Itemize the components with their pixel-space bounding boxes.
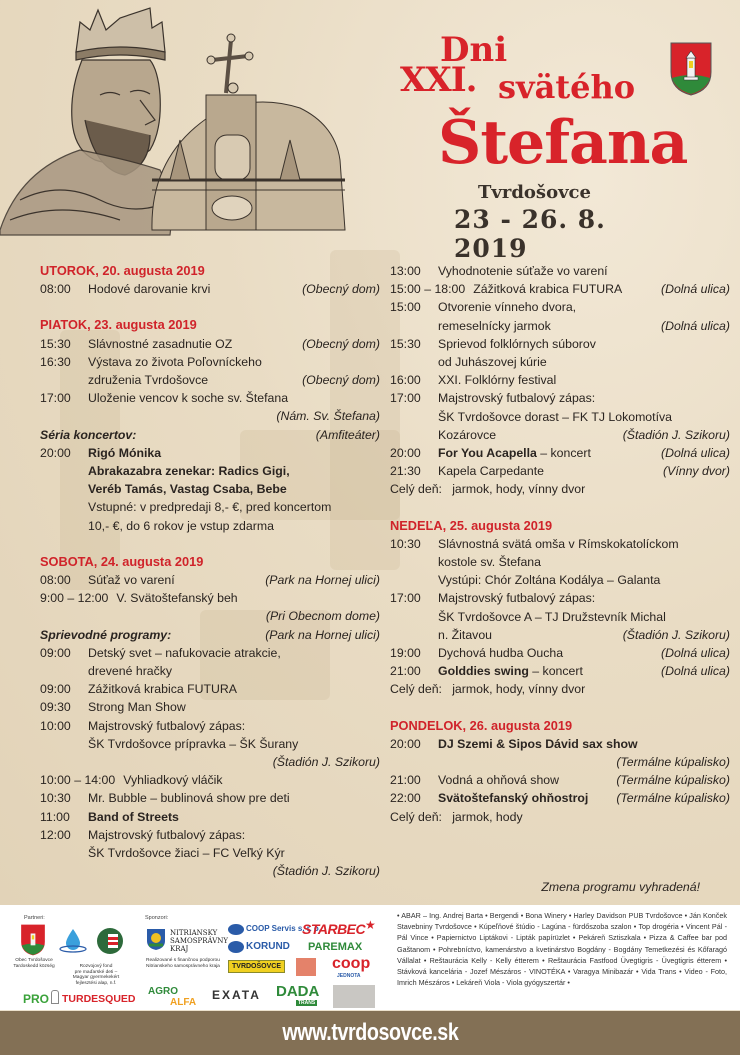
event-time: 16:00 (390, 373, 421, 388)
event-location: (Park na Hornej ulici) (265, 627, 380, 642)
caption-line: fejlesztési alap, n.f. (75, 980, 117, 986)
title-stefana: Štefana (438, 108, 688, 178)
star-icon: ★ (365, 918, 376, 932)
nitra-caption (146, 958, 236, 969)
footer-bar (0, 1011, 740, 1055)
dada-trans-logo: TRANS (298, 1000, 316, 1006)
event-time: 22:00 (390, 791, 421, 806)
event-row (40, 280, 380, 298)
event-location: (Termálne kúpalisko) (616, 791, 730, 806)
caption-line: Nitrianskeho samosprávneho kraja (146, 963, 220, 969)
performer: Svätoštefanský ohňostroj (438, 791, 589, 806)
event-row-continued (390, 753, 730, 771)
event-time: 10:30 (390, 536, 421, 551)
partner-caption (12, 958, 56, 969)
event-text: Zážitková krabica FUTURA (473, 282, 623, 297)
event-row (390, 771, 730, 789)
coop-jednota-sub: JEDNOTA (337, 973, 361, 979)
nitra-line: SAMOSPRÁVNY (170, 937, 229, 946)
event-location: (Nám. Sv. Štefana) (276, 409, 380, 424)
event-location: (Park na Hornej ulici) (265, 573, 380, 588)
event-text: Band of Streets (88, 809, 179, 824)
event-time: 13:00 (390, 264, 421, 278)
event-text: ŠK Tvrdošovce A – TJ Družstevník Michal (438, 609, 666, 624)
event-time: 21:00 (390, 664, 421, 679)
event-time: 20:00 (40, 445, 71, 460)
event-location: (Vínny dvor) (663, 464, 730, 479)
event-text: Vystúpi: Chór Zoltána Kodálya – Galanta (438, 573, 661, 588)
day-heading-monday: PONDELOK, 26. augusta 2019 (390, 717, 573, 733)
event-location: (Dolná ulica) (660, 318, 730, 333)
event-location: (Dolná ulica) (660, 446, 730, 461)
caption-line: Rozvojový fond (79, 964, 113, 969)
event-row (390, 789, 730, 807)
all-day-note: Celý deň: jarmok, hody (390, 809, 523, 824)
event-row (390, 644, 730, 662)
day-heading-saturday: SOBOTA, 24. augusta 2019 (40, 553, 204, 569)
event-time: 10:00 (40, 718, 71, 733)
event-time: 21:30 (390, 464, 421, 479)
performer: DJ Szemi & Sipos Dávid sax show (438, 736, 638, 751)
event-text: drevené hračky (88, 664, 173, 679)
event-text: XXI. Folklórny festival (438, 373, 557, 388)
program-right-column (390, 262, 730, 896)
performer: Golddies swing (438, 664, 529, 679)
title-svateho: svätého (498, 68, 636, 106)
accompanying-label: Sprievodné programy: (40, 627, 172, 642)
website-link[interactable]: www.tvrdosovce.sk (281, 1019, 459, 1046)
event-time: 10:30 (40, 791, 71, 806)
event-row (390, 389, 730, 407)
agro-alfa-logo: AGRO (148, 986, 178, 997)
event-text: Mr. Bubble – bublinová show pre deti (88, 791, 290, 806)
caption-line: Tardoskedd község (13, 963, 55, 969)
partners-label: Partneri: (24, 915, 45, 921)
dada-logo: DADA (276, 983, 320, 1000)
starbec-logo: STARBEC (302, 921, 366, 937)
event-text: Strong Man Show (88, 700, 186, 715)
event-location: (Štadión J. Szikoru) (272, 864, 380, 879)
event-time: 08:00 (40, 282, 71, 297)
event-time: 9:00 – 12:00 (40, 591, 109, 606)
event-row (390, 280, 730, 298)
day-heading-friday: PIATOK, 23. augusta 2019 (40, 317, 197, 333)
event-time: 20:00 (390, 736, 421, 751)
event-time: 09:30 (40, 700, 71, 715)
event-time: 15:30 (390, 336, 421, 351)
event-time: 15:00 – 18:00 (390, 282, 466, 297)
nitra-region-name (170, 929, 228, 954)
event-row (40, 571, 380, 589)
event-row (40, 698, 380, 716)
caption-line: Obec Tvrdošovce (15, 958, 53, 963)
event-location: (Dolná ulica) (660, 646, 730, 661)
event-location: (Termálne kúpalisko) (616, 755, 730, 770)
event-location: (Štadión J. Szikoru) (622, 627, 730, 642)
tvrdosovce-logo: TVRDOŠOVCE (228, 960, 285, 973)
event-row (40, 680, 380, 698)
event-text: Detský svet – nafukovacie atrakcie, (88, 645, 281, 660)
event-text: Súťaž vo varení (88, 573, 175, 588)
program-left-column (40, 262, 380, 881)
event-location: (Dolná ulica) (660, 664, 730, 679)
event-row (390, 462, 730, 480)
event-time: 17:00 (390, 391, 421, 406)
event-text: kostole sv. Štefana (438, 555, 541, 570)
event-time: 16:30 (40, 354, 71, 369)
nitra-line: KRAJ (170, 945, 189, 954)
event-location: (Obecný dom) (302, 373, 380, 388)
concert-series-label: Séria koncertov: (40, 427, 137, 442)
caption-line: Magyar gyermekekért (72, 975, 120, 981)
business-sponsors-list: • ABAR – Ing. Andrej Barta • Bergendi • Bona Winery • Harley Davidson PUB Tvrdošovce • Ján Konček Stavebniny Tvrdošovce • Kúpeľňové štúdio - Lagúna - fürdőszoba szalon • Top drogéria • Vincent Pál - Pál Vince • Papiernictvo Liptákovi - Lipták papírüzlet • Pekáreň Sztiszkala • Pizza & Caffee bar pod Gaštanom • Pohrebníctvo, kamenárstvo a kvetinárstvo Bogdány - Bogdány Temetkezési és Kőfaragó Vállalat • Reštaurácia Kelly - Kelly étterem • Reštaurácia Fastfood Üvegtigris - Üvegtigris étterem • Stávková kancelária - Jozef Mészáros - VINOTÉKA • Varagya Minibazár • Vida Trans • Video - Foto, Imrich Mészáros • Lekáreň Viola - Viola gyógyszertár • (397, 911, 727, 988)
event-text: Slávnostné zasadnutie OZ (88, 336, 233, 351)
event-row (40, 353, 380, 371)
event-row-continued (40, 607, 380, 625)
coat-of-arms-icon (670, 42, 712, 96)
coop-servis-icon (228, 924, 244, 935)
event-row (40, 389, 380, 407)
korund-logo: KORUND (246, 941, 290, 952)
event-text: Slávnostná svätá omša v Rímskokatolíckom (438, 536, 679, 551)
event-row (40, 717, 380, 735)
event-row (390, 298, 730, 316)
event-text: Uloženie vencov k soche sv. Štefana (88, 391, 289, 406)
event-row (40, 589, 380, 607)
event-text: n. Žitavou (438, 627, 492, 642)
event-text: Výstava zo života Poľovníckeho (88, 354, 262, 369)
event-row (40, 335, 380, 353)
event-location: (Termálne kúpalisko) (616, 773, 730, 788)
event-row (390, 335, 730, 353)
event-text: remeselnícky jarmok (438, 318, 551, 333)
event-row-continued (390, 626, 730, 644)
event-text: – koncert (528, 664, 583, 679)
event-text: Kozárovce (438, 427, 497, 442)
sponsors-strip (0, 905, 740, 1010)
pro-turdesqued-pro: PRO (23, 992, 50, 1006)
program-change-note: Zmena programu vyhradená! (541, 879, 700, 894)
event-text: Kapela Carpedante (438, 464, 544, 479)
caption-line: pre maďarské deti – (74, 969, 118, 975)
festival-dates: 23 - 26. 8. 2019 (454, 205, 606, 263)
sponsors-label: Sponzori: (145, 915, 169, 921)
water-drop-logo-icon (58, 927, 88, 955)
event-location: (Dolná ulica) (660, 282, 730, 297)
event-text: Majstrovský futbalový zápas: (438, 391, 596, 406)
event-row-continued (40, 371, 380, 389)
event-time: 10:00 – 14:00 (40, 773, 116, 788)
event-text: Sprievod folklórnych súborov (438, 336, 596, 351)
korund-icon (228, 941, 244, 953)
saint-stephen-illustration (0, 0, 370, 250)
event-location: (Štadión J. Szikoru) (622, 427, 730, 442)
event-row-continued (40, 753, 380, 771)
performer: Veréb Tamás, Vastag Csaba, Bebe (88, 482, 287, 497)
event-text: Vodná a ohňová show (438, 773, 560, 788)
event-row-continued (390, 426, 730, 444)
performer: Rigó Mónika (88, 445, 162, 460)
event-text: V. Svätoštefanský beh (116, 591, 238, 606)
event-time: 09:00 (40, 645, 71, 660)
town-name: Tvrdošovce (478, 182, 591, 203)
event-time: 15:30 (40, 336, 71, 351)
event-location: (Štadión J. Szikoru) (272, 755, 380, 770)
event-text: – koncert (536, 446, 591, 461)
pro-turdesqued-name: TURDESQUED (62, 993, 136, 1005)
coop-jednota-logo: coop (332, 955, 371, 972)
all-day-note: Celý deň: jarmok, hody, vínny dvor (390, 482, 586, 497)
event-text: Dychová hudba Oucha (438, 646, 564, 661)
event-row (390, 535, 730, 553)
event-text: Otvorenie vínneho dvora, (438, 300, 577, 315)
ticket-info: Vstupné: v predpredaji 8,- €, pred koncertom (88, 500, 332, 515)
hungarian-fund-logo-icon (96, 927, 124, 955)
day-heading-tuesday: UTOROK, 20. augusta 2019 (40, 263, 205, 278)
event-row (390, 262, 730, 280)
map-logo-icon (333, 985, 375, 1008)
event-time: 20:00 (390, 446, 421, 461)
partner-coat-of-arms-icon (20, 924, 46, 956)
nitra-line: NITRIANSKY (170, 929, 218, 937)
event-time: 17:00 (390, 591, 421, 606)
event-row (390, 662, 730, 680)
event-row (390, 444, 730, 462)
event-time: 19:00 (390, 646, 421, 661)
caption-line: Realizované s finančnou podporou (146, 958, 220, 963)
event-text: Zážitková krabica FUTURA (88, 682, 237, 697)
nitra-region-logo-icon (146, 928, 166, 951)
paremax-logo: PAREMAX (308, 941, 363, 953)
event-row (40, 444, 380, 462)
title-edition: XXI. (400, 60, 477, 100)
event-row (40, 644, 380, 662)
event-text: Vyhliadkový vláčik (123, 773, 223, 788)
agro-alfa-logo-2: ALFA (170, 997, 197, 1008)
event-row-continued (40, 407, 380, 425)
event-time: 15:00 (390, 300, 421, 315)
event-row (40, 808, 380, 826)
event-text: Majstrovský futbalový zápas: (438, 591, 596, 606)
partner-caption (66, 964, 126, 986)
event-row (390, 735, 730, 753)
exata-logo: EXATA (212, 988, 261, 1002)
event-row-continued (40, 862, 380, 880)
event-text: ŠK Tvrdošovce dorast – FK TJ Lokomotíva (438, 409, 672, 424)
event-text: Majstrovský futbalový zápas: (88, 718, 246, 733)
event-row (40, 771, 380, 789)
event-text: ŠK Tvrdošovce prípravka – ŠK Šurany (88, 736, 299, 751)
ticket-info: 10,- €, do 6 rokov je vstup zdarma (88, 518, 274, 533)
event-time: 12:00 (40, 827, 71, 842)
performer: Abrakazabra zenekar: Radics Gigi, (88, 464, 290, 479)
title-dni: Dni (440, 30, 508, 70)
event-time: 21:00 (390, 773, 421, 788)
event-text: združenia Tvrdošovce (88, 373, 209, 388)
event-row (40, 826, 380, 844)
event-time: 11:00 (40, 809, 70, 824)
event-row-continued (390, 317, 730, 335)
concert-series-row (40, 426, 380, 444)
event-row (390, 371, 730, 389)
event-location: (Amfiteáter) (315, 427, 380, 442)
event-text: Hodové darovanie krvi (88, 282, 211, 297)
day-heading-sunday: NEDEĽA, 25. augusta 2019 (390, 517, 553, 533)
event-location: (Obecný dom) (302, 282, 380, 297)
kovo-logo-icon (296, 958, 316, 976)
event-text: Vyhodnotenie súťaže vo varení (438, 264, 608, 278)
event-text: Majstrovský futbalový zápas: (88, 827, 246, 842)
event-text: ŠK Tvrdošovce žiaci – FC Veľký Kýr (88, 846, 285, 861)
event-row (390, 589, 730, 607)
performer: For You Acapella (438, 446, 537, 461)
event-row (40, 789, 380, 807)
event-time: 08:00 (40, 573, 71, 588)
pro-turdesqued-icon (51, 990, 59, 1004)
event-time: 09:00 (40, 682, 71, 697)
accompanying-row (40, 626, 380, 644)
event-time: 17:00 (40, 391, 71, 406)
coop-servis-logo: COOP Servis s. r. o. (246, 924, 321, 933)
event-location: (Obecný dom) (302, 336, 380, 351)
all-day-note: Celý deň: jarmok, hody, vínny dvor (390, 682, 586, 697)
festival-title (400, 22, 688, 263)
event-location: (Pri Obecnom dome) (265, 609, 380, 624)
event-text: od Juhászovej kúrie (438, 355, 547, 370)
